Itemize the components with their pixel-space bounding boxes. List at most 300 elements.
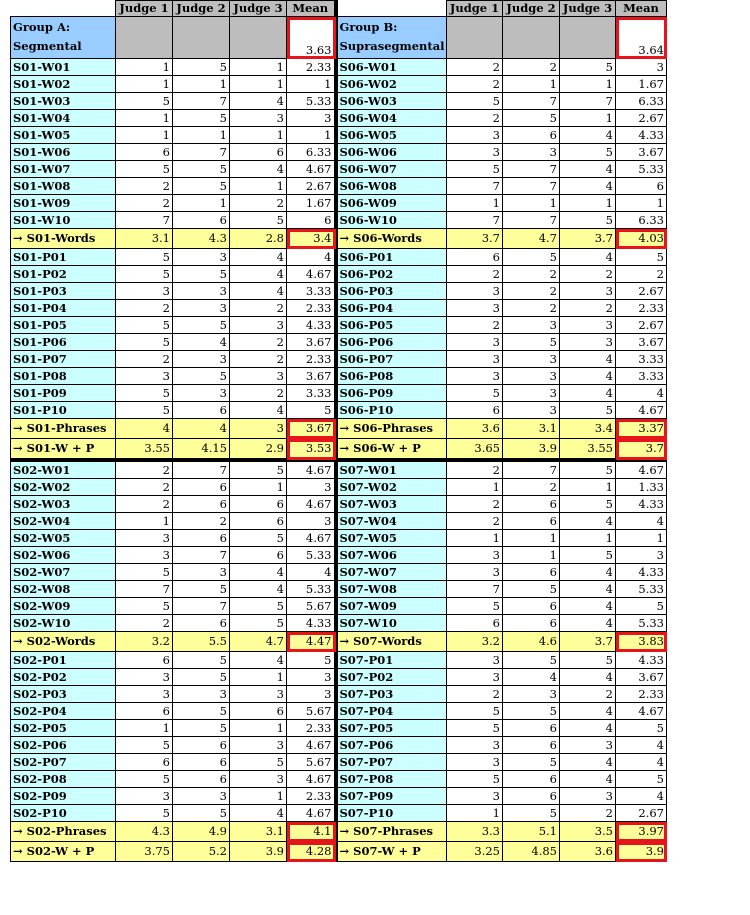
right-judge2-cell: 1: [503, 195, 560, 212]
left-judge2-cell: 5: [173, 652, 230, 669]
left-mean-cell: 3.53: [287, 439, 336, 461]
right-judge2-cell: 7: [503, 460, 560, 479]
right-mean-cell: 4: [616, 385, 667, 402]
left-judge2-cell: 5: [173, 581, 230, 598]
left-judge3-cell: 1: [230, 669, 287, 686]
table-row: [11, 530, 667, 547]
group-a-subtitle: Segmental: [13, 39, 82, 53]
left-judge2-cell: 5: [173, 703, 230, 720]
left-judge1-cell: 3: [116, 368, 173, 385]
right-judge3-cell: 5: [560, 144, 616, 161]
right-judge2-cell: 6: [503, 737, 560, 754]
right-judge2-cell: 4.6: [503, 632, 560, 652]
right-label-cell: S07-W04: [336, 513, 447, 530]
right-mean-cell: 5.33: [616, 161, 667, 178]
left-mean-cell: 4: [287, 564, 336, 581]
left-label-cell: S02-W03: [11, 496, 116, 513]
right-label-cell: S07-W07: [336, 564, 447, 581]
group-a-label: [11, 17, 116, 59]
left-judge3-cell: 2.8: [230, 229, 287, 249]
right-judge3-cell: 4: [560, 720, 616, 737]
table-row: [11, 76, 667, 93]
left-mean-cell: 2.33: [287, 788, 336, 805]
right-mean-cell: 2.67: [616, 283, 667, 300]
right-mean-cell: 3.83: [616, 632, 667, 652]
right-judge3-cell: 4: [560, 513, 616, 530]
left-judge1-cell: 3.1: [116, 229, 173, 249]
right-mean-cell: 4.67: [616, 402, 667, 419]
left-label-cell: S01-W02: [11, 76, 116, 93]
right-label-cell: → S07-W + P: [336, 842, 447, 862]
table-row: [11, 195, 667, 212]
right-mean-cell: 3.9: [616, 842, 667, 862]
left-judge3-cell: 2: [230, 195, 287, 212]
right-judge1-cell: 1: [447, 195, 503, 212]
left-judge1-cell: 3: [116, 547, 173, 564]
right-judge2-cell: 2: [503, 300, 560, 317]
left-mean-cell: 4.67: [287, 496, 336, 513]
right-mean-cell: 2.67: [616, 110, 667, 127]
summary-row: [11, 229, 667, 249]
left-judge3-cell: 5: [230, 460, 287, 479]
left-judge2-cell: 3: [173, 283, 230, 300]
left-mean-cell: 1: [287, 127, 336, 144]
right-judge3-cell: 4: [560, 178, 616, 195]
left-judge1-cell: 2: [116, 496, 173, 513]
right-judge3-cell: 4: [560, 127, 616, 144]
left-mean-cell: 3.33: [287, 283, 336, 300]
left-judge3-cell: 1: [230, 479, 287, 496]
right-label-cell: S06-P09: [336, 385, 447, 402]
left-mean-cell: 3: [287, 479, 336, 496]
left-label-cell: S02-P05: [11, 720, 116, 737]
right-judge1-cell: 3: [447, 652, 503, 669]
right-judge2-cell: 3: [503, 385, 560, 402]
table-row: [11, 266, 667, 283]
table-row: [11, 334, 667, 351]
left-label-cell: S01-P08: [11, 368, 116, 385]
left-judge1-cell: 5: [116, 266, 173, 283]
left-label-cell: S02-W04: [11, 513, 116, 530]
right-judge3-cell: 2: [560, 805, 616, 822]
table-row: [11, 686, 667, 703]
right-judge1-cell: 2: [447, 460, 503, 479]
left-label-cell: S02-W05: [11, 530, 116, 547]
right-judge2-cell: 5.1: [503, 822, 560, 842]
left-mean-cell: 4: [287, 249, 336, 266]
table-row: [11, 300, 667, 317]
left-judge3-cell: 6: [230, 547, 287, 564]
right-mean-cell: 4.03: [616, 229, 667, 249]
left-label-cell: S02-P03: [11, 686, 116, 703]
right-judge1-cell: 3: [447, 368, 503, 385]
right-judge3-cell: 4: [560, 161, 616, 178]
left-judge2-cell: 5.2: [173, 842, 230, 862]
right-mean-cell: 5: [616, 771, 667, 788]
right-mean-cell: 3.97: [616, 822, 667, 842]
left-judge3-cell: 1: [230, 178, 287, 195]
left-judge2-cell: 3: [173, 385, 230, 402]
right-judge3-cell: 5: [560, 59, 616, 76]
table-body: [11, 17, 667, 862]
right-mean-cell: 2.33: [616, 300, 667, 317]
right-judge2-cell: 4: [503, 669, 560, 686]
left-label-cell: S01-W10: [11, 212, 116, 229]
table-row: [11, 652, 667, 669]
left-label-cell: S01-W04: [11, 110, 116, 127]
left-judge2-cell: 5: [173, 720, 230, 737]
left-label-cell: S02-W07: [11, 564, 116, 581]
left-judge1-cell: 2: [116, 351, 173, 368]
right-label-cell: S07-P08: [336, 771, 447, 788]
left-judge1-cell: 7: [116, 581, 173, 598]
left-judge2-cell: 5: [173, 59, 230, 76]
right-label-cell: S06-W09: [336, 195, 447, 212]
right-judge3-cell: 3: [560, 737, 616, 754]
right-label-cell: S06-P07: [336, 351, 447, 368]
left-mean-cell: 6: [287, 212, 336, 229]
table-row: [11, 283, 667, 300]
right-judge2-cell: 5: [503, 754, 560, 771]
left-judge2-cell: 3: [173, 351, 230, 368]
table-row: [11, 212, 667, 229]
left-judge3-cell: 4: [230, 402, 287, 419]
right-judge3-cell: 2: [560, 266, 616, 283]
left-judge3-cell: 3.9: [230, 842, 287, 862]
left-mean-cell: 2.33: [287, 351, 336, 368]
left-judge3-cell: 1: [230, 76, 287, 93]
right-judge1-cell: 1: [447, 530, 503, 547]
table-row: [11, 737, 667, 754]
table-row: [11, 178, 667, 195]
right-mean-cell: 4: [616, 513, 667, 530]
left-judge2-cell: 6: [173, 771, 230, 788]
right-judge1-cell: 3.2: [447, 632, 503, 652]
left-label-cell: S01-W03: [11, 93, 116, 110]
right-judge1-cell: 7: [447, 212, 503, 229]
left-judge1-cell: 1: [116, 720, 173, 737]
summary-row: [11, 439, 667, 461]
right-judge1-cell: 2: [447, 59, 503, 76]
left-judge3-cell: 2.9: [230, 439, 287, 461]
header-judge3-left: Judge 3: [230, 1, 287, 17]
right-judge1-cell: 5: [447, 703, 503, 720]
right-judge2-cell: 2: [503, 283, 560, 300]
right-mean-cell: 4: [616, 754, 667, 771]
left-judge1-cell: 4.3: [116, 822, 173, 842]
right-mean-cell: 2: [616, 266, 667, 283]
right-mean-cell: 3.33: [616, 368, 667, 385]
right-judge3-cell: 5: [560, 547, 616, 564]
right-judge1-cell: 3.65: [447, 439, 503, 461]
left-judge2-cell: 4: [173, 334, 230, 351]
right-label-cell: S06-P01: [336, 249, 447, 266]
left-mean-cell: 4.33: [287, 615, 336, 632]
right-judge3-cell: 5: [560, 212, 616, 229]
right-mean-cell: 3.7: [616, 439, 667, 461]
left-label-cell: S02-P06: [11, 737, 116, 754]
right-mean-cell: 2.33: [616, 686, 667, 703]
right-mean-cell: 6.33: [616, 212, 667, 229]
left-label-cell: S01-P02: [11, 266, 116, 283]
group-b-blank-3: [560, 17, 616, 59]
right-judge1-cell: 6: [447, 249, 503, 266]
left-judge2-cell: 7: [173, 93, 230, 110]
right-judge3-cell: 3: [560, 283, 616, 300]
header-judge1-left: Judge 1: [116, 1, 173, 17]
left-judge3-cell: 4: [230, 283, 287, 300]
left-mean-cell: 4.28: [287, 842, 336, 862]
right-judge1-cell: 1: [447, 805, 503, 822]
left-judge1-cell: 1: [116, 59, 173, 76]
left-mean-cell: 5: [287, 402, 336, 419]
table-row: [11, 161, 667, 178]
group-b-blank-1: [447, 17, 503, 59]
left-judge3-cell: 5: [230, 615, 287, 632]
left-label-cell: S01-P01: [11, 249, 116, 266]
table-row: [11, 144, 667, 161]
left-mean-cell: 2.33: [287, 300, 336, 317]
left-judge2-cell: 5: [173, 110, 230, 127]
group-b-label: [336, 17, 447, 59]
left-mean-cell: 6.33: [287, 144, 336, 161]
right-judge3-cell: 4: [560, 351, 616, 368]
left-judge3-cell: 4: [230, 805, 287, 822]
right-label-cell: → S07-Phrases: [336, 822, 447, 842]
left-label-cell: S02-P08: [11, 771, 116, 788]
right-judge2-cell: 4.7: [503, 229, 560, 249]
left-judge3-cell: 5: [230, 530, 287, 547]
header-blank-right: [336, 1, 447, 17]
right-mean-cell: 5: [616, 249, 667, 266]
right-mean-cell: 3.67: [616, 669, 667, 686]
right-label-cell: S06-W01: [336, 59, 447, 76]
right-judge1-cell: 2: [447, 76, 503, 93]
left-judge2-cell: 1: [173, 195, 230, 212]
left-mean-cell: 3: [287, 513, 336, 530]
right-judge3-cell: 5: [560, 496, 616, 513]
right-judge1-cell: 5: [447, 93, 503, 110]
right-judge3-cell: 4: [560, 368, 616, 385]
right-judge2-cell: 3: [503, 402, 560, 419]
right-judge1-cell: 3: [447, 334, 503, 351]
right-judge2-cell: 5: [503, 652, 560, 669]
left-mean-cell: 5.67: [287, 703, 336, 720]
right-label-cell: S07-P01: [336, 652, 447, 669]
left-judge3-cell: 6: [230, 144, 287, 161]
left-judge2-cell: 1: [173, 76, 230, 93]
left-label-cell: → S01-W + P: [11, 439, 116, 461]
left-label-cell: S01-W05: [11, 127, 116, 144]
left-judge3-cell: 3: [230, 317, 287, 334]
right-judge3-cell: 3: [560, 334, 616, 351]
left-judge1-cell: 3.55: [116, 439, 173, 461]
right-judge1-cell: 7: [447, 581, 503, 598]
right-judge1-cell: 3: [447, 669, 503, 686]
right-judge3-cell: 1: [560, 195, 616, 212]
header-row: [11, 1, 667, 17]
right-mean-cell: 1.33: [616, 479, 667, 496]
left-mean-cell: 4.33: [287, 317, 336, 334]
table-row: [11, 385, 667, 402]
left-judge3-cell: 4: [230, 266, 287, 283]
left-judge1-cell: 5: [116, 805, 173, 822]
right-mean-cell: 5.33: [616, 615, 667, 632]
right-judge2-cell: 1: [503, 547, 560, 564]
left-judge3-cell: 6: [230, 513, 287, 530]
left-judge2-cell: 3: [173, 300, 230, 317]
right-label-cell: S07-W10: [336, 615, 447, 632]
left-judge1-cell: 5: [116, 334, 173, 351]
group-b-title: Group B:: [339, 20, 398, 34]
left-judge3-cell: 2: [230, 385, 287, 402]
left-judge1-cell: 3: [116, 530, 173, 547]
right-judge2-cell: 1: [503, 76, 560, 93]
table-row: [11, 720, 667, 737]
left-label-cell: S02-W09: [11, 598, 116, 615]
table-row: [11, 788, 667, 805]
right-judge1-cell: 3: [447, 351, 503, 368]
left-judge1-cell: 2: [116, 479, 173, 496]
left-judge2-cell: 5: [173, 161, 230, 178]
table-row: [11, 754, 667, 771]
right-judge2-cell: 6: [503, 513, 560, 530]
right-mean-cell: 4.67: [616, 460, 667, 479]
right-label-cell: S06-P08: [336, 368, 447, 385]
right-label-cell: S06-P03: [336, 283, 447, 300]
right-judge3-cell: 2: [560, 300, 616, 317]
right-mean-cell: 4: [616, 788, 667, 805]
right-judge3-cell: 3.4: [560, 419, 616, 439]
left-judge3-cell: 3: [230, 368, 287, 385]
header-mean-right: Mean: [616, 1, 667, 17]
table-row: [11, 368, 667, 385]
right-label-cell: S06-P10: [336, 402, 447, 419]
left-judge2-cell: 6: [173, 615, 230, 632]
right-judge3-cell: 4: [560, 385, 616, 402]
left-judge2-cell: 4.15: [173, 439, 230, 461]
left-mean-cell: 4.67: [287, 266, 336, 283]
left-judge1-cell: 5: [116, 249, 173, 266]
left-judge3-cell: 3: [230, 110, 287, 127]
right-judge3-cell: 1: [560, 479, 616, 496]
right-mean-cell: 5: [616, 598, 667, 615]
left-mean-cell: 3.33: [287, 385, 336, 402]
left-judge1-cell: 5: [116, 385, 173, 402]
left-judge2-cell: 5.5: [173, 632, 230, 652]
left-judge3-cell: 4: [230, 581, 287, 598]
right-judge1-cell: 2: [447, 686, 503, 703]
right-label-cell: S06-P05: [336, 317, 447, 334]
left-judge3-cell: 4: [230, 652, 287, 669]
left-judge1-cell: 3.75: [116, 842, 173, 862]
table-row: [11, 703, 667, 720]
right-judge1-cell: 3: [447, 754, 503, 771]
left-judge2-cell: 7: [173, 547, 230, 564]
left-judge2-cell: 4.3: [173, 229, 230, 249]
left-judge1-cell: 6: [116, 754, 173, 771]
right-judge2-cell: 6: [503, 127, 560, 144]
left-mean-cell: 2.33: [287, 720, 336, 737]
right-judge1-cell: 3: [447, 547, 503, 564]
right-judge1-cell: 3.3: [447, 822, 503, 842]
left-judge1-cell: 5: [116, 598, 173, 615]
left-judge1-cell: 1: [116, 110, 173, 127]
left-label-cell: S01-W09: [11, 195, 116, 212]
right-mean-cell: 1: [616, 195, 667, 212]
right-mean-cell: 6.33: [616, 93, 667, 110]
left-label-cell: S02-P10: [11, 805, 116, 822]
right-judge2-cell: 5: [503, 581, 560, 598]
left-label-cell: S01-P06: [11, 334, 116, 351]
left-judge3-cell: 6: [230, 496, 287, 513]
group-b-subtitle: Suprasegmental: [339, 39, 445, 53]
right-judge1-cell: 3: [447, 737, 503, 754]
right-judge1-cell: 3: [447, 300, 503, 317]
right-label-cell: S07-P05: [336, 720, 447, 737]
left-label-cell: S01-W06: [11, 144, 116, 161]
right-judge1-cell: 1: [447, 479, 503, 496]
right-label-cell: S06-P02: [336, 266, 447, 283]
right-mean-cell: 4.33: [616, 564, 667, 581]
right-mean-cell: 3.37: [616, 419, 667, 439]
header-judge2-right: Judge 2: [503, 1, 560, 17]
left-label-cell: S02-P04: [11, 703, 116, 720]
right-judge3-cell: 4: [560, 703, 616, 720]
left-mean-cell: 5.33: [287, 93, 336, 110]
right-judge3-cell: 4: [560, 564, 616, 581]
left-label-cell: S02-P09: [11, 788, 116, 805]
right-judge1-cell: 2: [447, 266, 503, 283]
left-mean-cell: 1.67: [287, 195, 336, 212]
right-judge3-cell: 3.55: [560, 439, 616, 461]
left-judge1-cell: 6: [116, 652, 173, 669]
header-blank-left: [11, 1, 116, 17]
left-judge1-cell: 3: [116, 283, 173, 300]
left-mean-cell: 3.67: [287, 334, 336, 351]
right-judge3-cell: 3.6: [560, 842, 616, 862]
right-label-cell: S07-P02: [336, 669, 447, 686]
right-label-cell: → S06-W + P: [336, 439, 447, 461]
right-label-cell: S06-W07: [336, 161, 447, 178]
left-judge2-cell: 5: [173, 368, 230, 385]
right-judge3-cell: 7: [560, 93, 616, 110]
right-judge2-cell: 6: [503, 615, 560, 632]
table-row: [11, 513, 667, 530]
left-judge2-cell: 5: [173, 669, 230, 686]
right-judge3-cell: 1: [560, 110, 616, 127]
left-judge3-cell: 1: [230, 788, 287, 805]
left-mean-cell: 4.67: [287, 161, 336, 178]
right-judge1-cell: 2: [447, 317, 503, 334]
left-label-cell: S01-P05: [11, 317, 116, 334]
right-label-cell: S07-W08: [336, 581, 447, 598]
left-mean-cell: 5.67: [287, 754, 336, 771]
left-mean-cell: 3.67: [287, 419, 336, 439]
right-mean-cell: 4.33: [616, 127, 667, 144]
right-judge2-cell: 3: [503, 317, 560, 334]
left-judge2-cell: 3: [173, 564, 230, 581]
right-label-cell: S07-W03: [336, 496, 447, 513]
left-judge3-cell: 4: [230, 93, 287, 110]
left-label-cell: → S01-Phrases: [11, 419, 116, 439]
left-label-cell: S01-W01: [11, 59, 116, 76]
left-judge1-cell: 2: [116, 195, 173, 212]
right-judge1-cell: 3: [447, 788, 503, 805]
left-judge3-cell: 3: [230, 771, 287, 788]
left-judge1-cell: 2: [116, 300, 173, 317]
right-judge2-cell: 3: [503, 351, 560, 368]
